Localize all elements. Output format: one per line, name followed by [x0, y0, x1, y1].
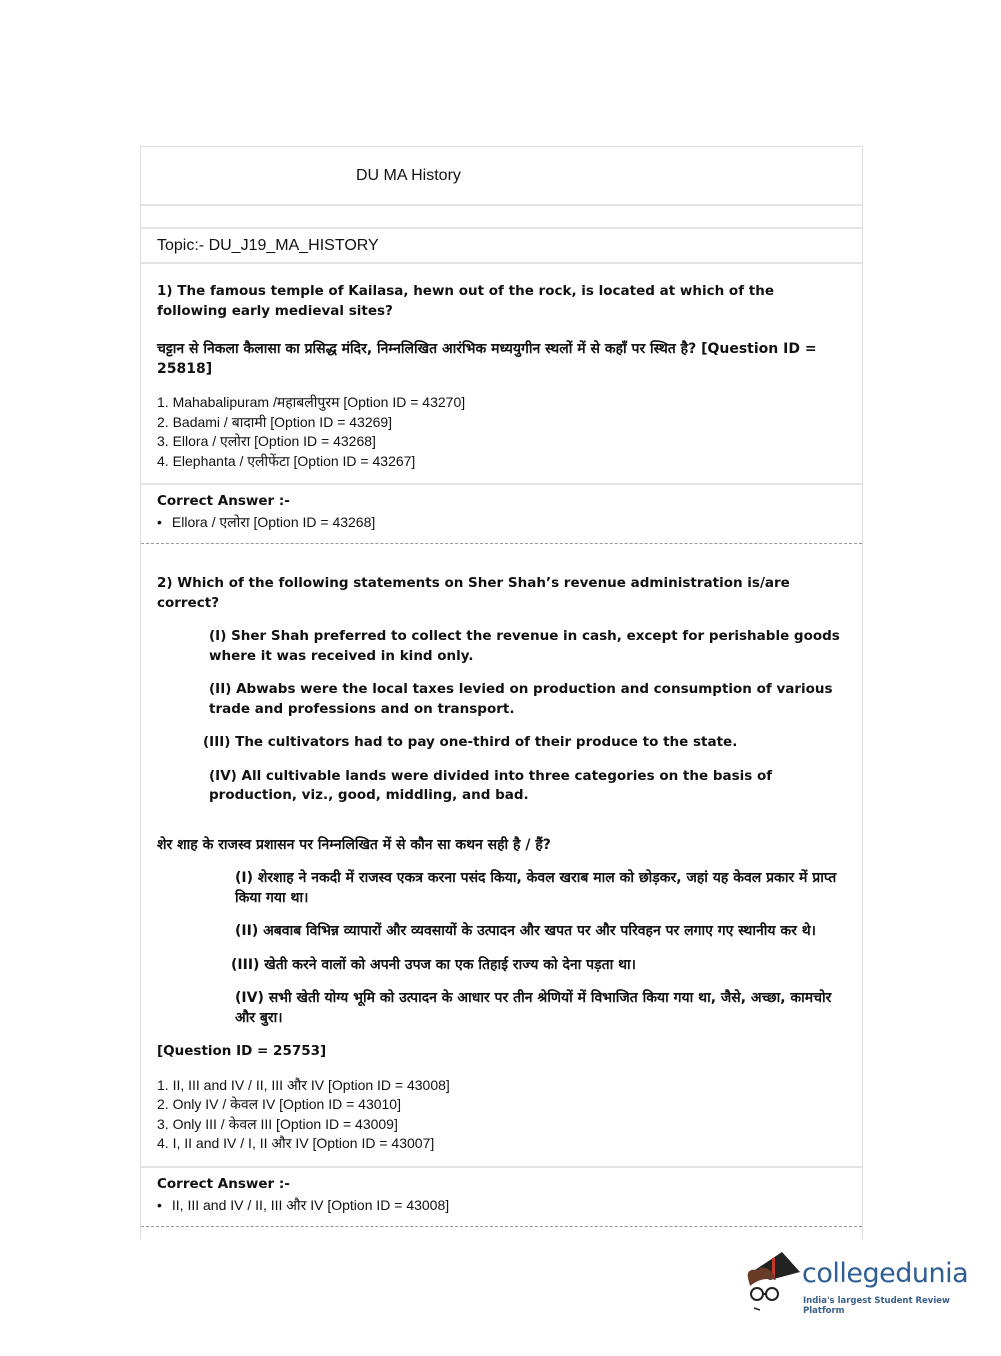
question-1 — [141, 264, 862, 485]
question-text-hindi: शेर शाह के राजस्व प्रशासन पर निम्नलिखित में से कौन सा कथन सही है / हैं? — [157, 836, 551, 853]
question-text: 1) The famous temple of Kailasa, hewn out of the rock, is located at which of the following early medieval sites? — [157, 283, 774, 319]
statement: (IV) All cultivable lands were divided into three categories on the basis of production, viz., good, middling, and bad. — [209, 767, 773, 803]
correct-answer-value: • II, III and IV / II, III और IV [Option ID = 43008] — [157, 1194, 846, 1216]
blank-row — [141, 206, 862, 229]
question-id: [Question ID = 25753] — [157, 1043, 327, 1059]
correct-answer-label: Correct Answer :- — [157, 493, 290, 509]
option: 2. Badami / बादामी [Option ID = 43269] — [157, 413, 393, 430]
options-list — [157, 1076, 846, 1154]
hindi-statement: (I) शेरशाह ने नकदी में राजस्व एकत्र करना पसंद किया, केवल खराब माल को छोड़कर, जहां यह केवल प्रकार में प्राप्त किया गया था। — [235, 870, 837, 906]
option: 4. Elephanta / एलीफेंटा [Option ID = 43267] — [157, 452, 416, 469]
logo-wordmark: collegedunia — [802, 1258, 969, 1289]
correct-answer-1 — [141, 485, 862, 544]
option: 1. II, III and IV / II, III और IV [Option ID = 43008] — [157, 1076, 450, 1093]
statement: (II) Abwabs were the local taxes levied on production and consumption of various trade and professions and on transport. — [209, 681, 833, 717]
correct-answer-2 — [141, 1168, 862, 1227]
option: 3. Only III / केवल III [Option ID = 43009] — [157, 1115, 398, 1132]
question-text: 2) Which of the following statements on Sher Shah’s revenue administration is/are correct? — [157, 575, 790, 611]
option: 2. Only IV / केवल IV [Option ID = 43010] — [157, 1096, 401, 1112]
collegedunia-logo — [742, 1250, 972, 1314]
options-list — [157, 393, 846, 471]
question-paper — [140, 146, 863, 1239]
paper-title: DU MA History — [141, 147, 862, 206]
statement: (I) Sher Shah preferred to collect the revenue in cash, except for perishable goods where it was received in kind only. — [209, 628, 840, 664]
topic-heading: Topic:- DU_J19_MA_HISTORY — [141, 229, 862, 264]
option: 4. I, II and IV / I, II और IV [Option ID = 43007] — [157, 1135, 435, 1151]
correct-answer-value: • Ellora / एलोरा [Option ID = 43268] — [157, 511, 846, 533]
hindi-statement: (III) खेती करने वालों को अपनी उपज का एक तिहाई राज्य को देना पड़ता था। — [231, 956, 636, 973]
option: 3. Ellora / एलोरा [Option ID = 43268] — [157, 433, 376, 449]
question-2 — [141, 544, 862, 1168]
option: 1. Mahabalipuram /महाबलीपुरम [Option ID = 43270] — [157, 394, 466, 410]
hindi-statement: (IV) सभी खेती योग्य भूमि को उत्पादन के आधार पर तीन श्रेणियों में विभाजित किया गया था, जैसे, अच्छा, कामचोर और बुरा। — [235, 990, 832, 1026]
question-text-hindi: चट्टान से निकला कैलासा का प्रसिद्ध मंदिर, निम्नलिखित आरंभिक मध्ययुगीन स्थलों में से कहाँ पर स्थित है? [Question ID = 25818] — [157, 341, 817, 377]
statement: (III) The cultivators had to pay one-third of their produce to the state. — [203, 734, 738, 750]
hindi-statement: (II) अबवाब विभिन्न व्यापारों और व्यवसायों के उत्पादन और खपत पर और परिवहन पर लगाए गए स्थानीय कर थे। — [235, 923, 816, 939]
mascot-icon — [742, 1250, 802, 1314]
correct-answer-label: Correct Answer :- — [157, 1175, 290, 1192]
logo-tagline: India's largest Student Review Platform — [803, 1296, 950, 1316]
box-tail — [141, 1227, 862, 1239]
